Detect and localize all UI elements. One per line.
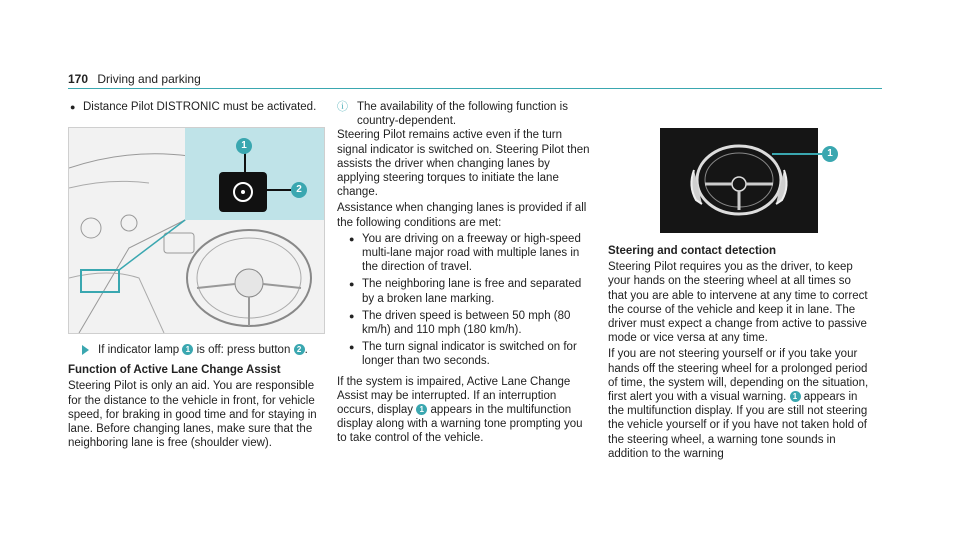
callout-number-1: 1	[822, 146, 838, 162]
bullet-icon: ●	[70, 102, 76, 112]
action-step	[68, 343, 326, 357]
display-drawing	[608, 128, 870, 233]
bullet-icon: ●	[349, 233, 355, 244]
column-middle	[337, 100, 595, 448]
bullet-item	[337, 277, 595, 305]
page-section-title: Driving and parking	[97, 72, 201, 86]
note-block	[337, 100, 595, 128]
callout-ref-1: 1	[182, 344, 193, 355]
bullet-icon: ●	[349, 310, 355, 321]
note-text: The availability of the following function is country-dependent.	[357, 101, 568, 128]
action-arrow-icon	[82, 345, 89, 355]
cockpit-drawing	[69, 128, 324, 333]
body-paragraph: Steering Pilot remains active even if the turn signal indicator is switched on. Steering Pilot then assists the driver when changing lanes by applying steering torques to initiate the lane change.	[337, 129, 590, 199]
bullet-icon: ●	[349, 342, 355, 353]
bullet-item	[68, 100, 326, 114]
column-left	[68, 100, 326, 117]
page-header	[68, 72, 201, 86]
column-right	[608, 244, 870, 463]
callout-number-1: 1	[236, 138, 252, 154]
section-heading: Function of Active Lane Change Assist	[68, 364, 281, 377]
body-paragraph: If you are not steering yourself or if you take your hands off the steering wheel for a prolonged period of time, the system will, depending on the situation, first alert you with a visual warning. 1 appears in the multifunction display. If you are still not steering the vehicle yourself or if you have not taken hold of the steering wheel, a warning tone sounds in addition to the warning	[608, 348, 869, 460]
page-number: 170	[68, 72, 89, 86]
bullet-item	[337, 309, 595, 337]
bullet-text: The neighboring lane is free and separated by a broken lane marking.	[362, 278, 582, 305]
bullet-text: The driven speed is between 50 mph (80 km/h) and 110 mph (180 km/h).	[362, 309, 571, 337]
body-paragraph: Assistance when changing lanes is provided if all the following conditions are met:	[337, 202, 587, 229]
bullet-text: Distance Pilot DISTRONIC must be activated.	[83, 101, 317, 113]
steering-wheel-display-illustration	[608, 128, 870, 233]
body-paragraph: Steering Pilot requires you as the driver, to keep your hands on the steering wheel at all times so that you are able to intervene at any time to correct the course of the vehicle and keep it in lane. The driver must expect a change from active to passive mode or vice versa at any time.	[608, 261, 868, 345]
cockpit-illustration	[68, 127, 325, 334]
bullet-item	[337, 232, 595, 275]
info-icon: ⓘ	[337, 101, 348, 113]
bullet-item	[337, 340, 595, 368]
body-paragraph: If the system is impaired, Active Lane Change Assist may be interrupted. If an interruption occurs, display 1 appears in the multifunction display along with a warning tone prompting you to take control of the vehicle.	[337, 375, 583, 445]
callout-ref-1: 1	[790, 391, 801, 402]
header-rule	[68, 88, 882, 89]
callout-ref-1: 1	[416, 404, 427, 415]
body-paragraph: Steering Pilot is only an aid. You are responsible for the distance to the vehicle in front, for vehicle speed, for braking in good time and for staying in lane. Before changing lanes, make sure that the neighboring lane is free (shoulder view).	[68, 380, 317, 450]
callout-number-2: 2	[291, 182, 307, 198]
bullet-text: The turn signal indicator is switched on for longer than two seconds.	[362, 341, 577, 368]
section-heading: Steering and contact detection	[608, 245, 777, 257]
column-left-lower	[68, 343, 326, 452]
callout-ref-2: 2	[294, 344, 305, 355]
action-text: If indicator lamp 1 is off: press button 2 .	[98, 344, 308, 356]
bullet-icon: ●	[349, 279, 355, 290]
bullet-text: You are driving on a freeway or high-speed multi-lane major road with multiple lanes in the direction of travel.	[362, 232, 581, 274]
